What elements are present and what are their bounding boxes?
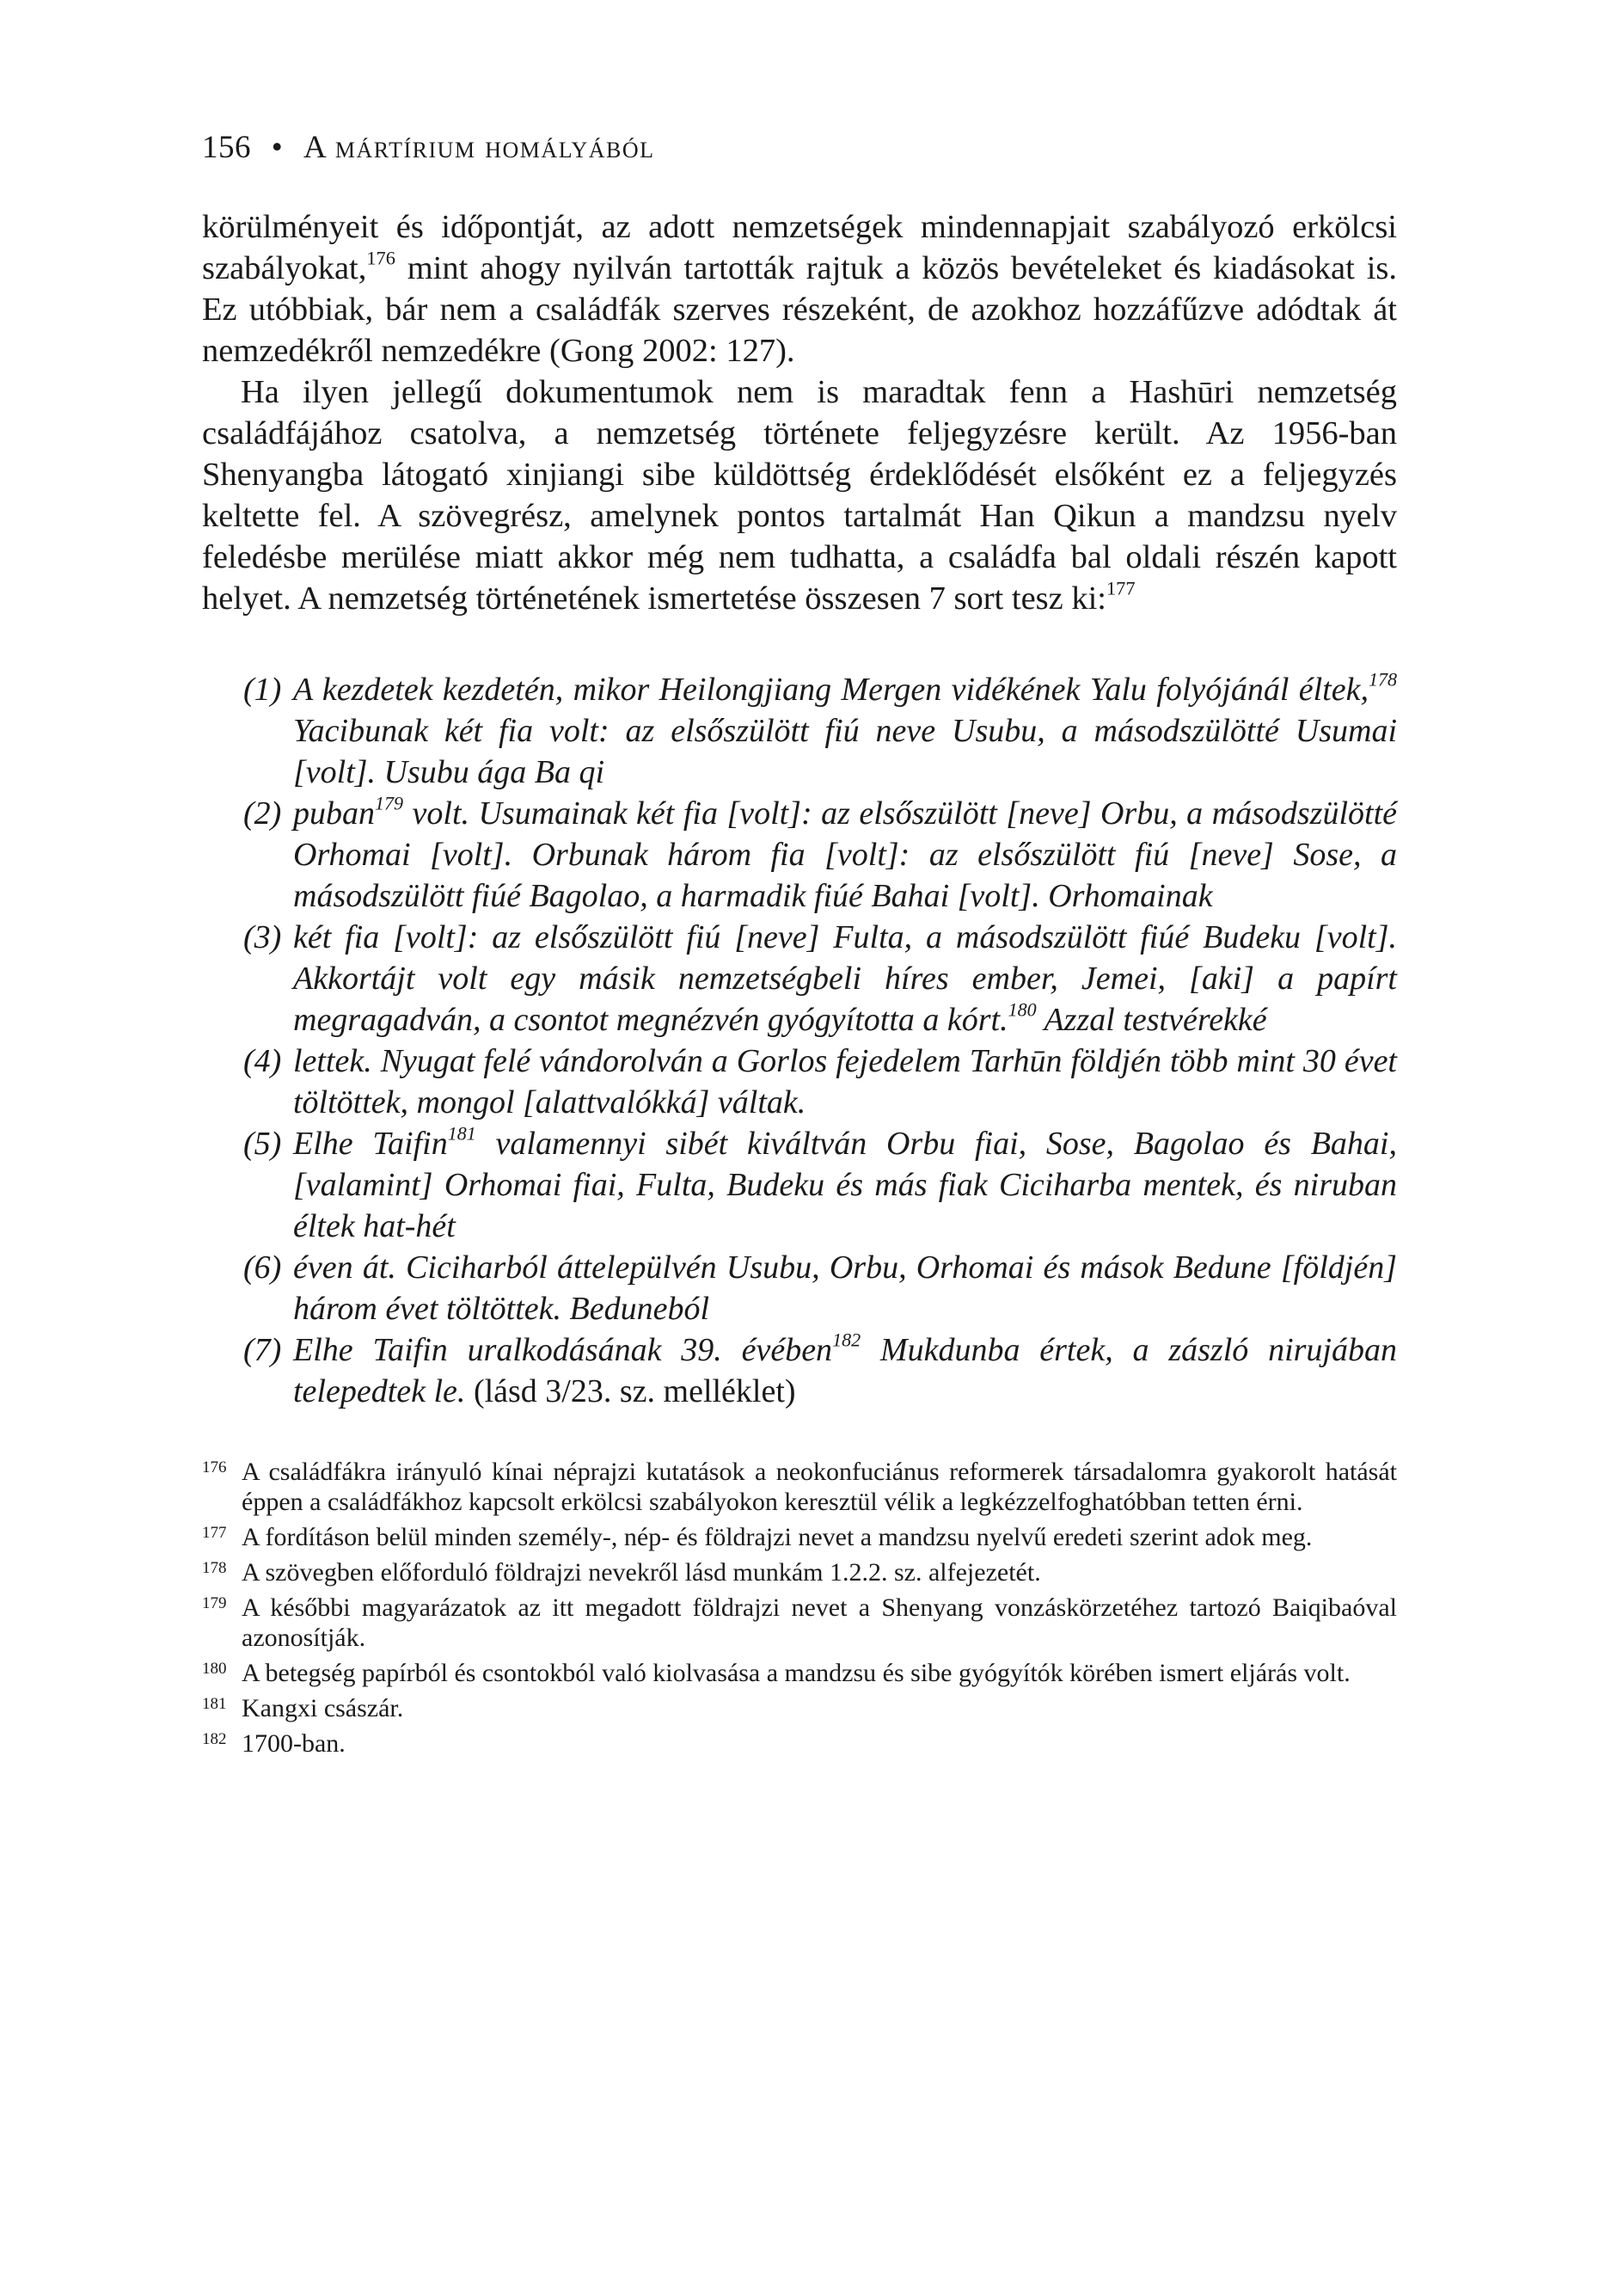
line-text-a: lettek. Nyugat felé vándorolván a Gorlos fejedelem Tarhūn földjén több mint 30 évet töltöttek, mongol [alattvalókká] váltak. [293,1043,1397,1121]
line-text [293,1329,1397,1412]
footnote [202,1457,1397,1517]
footnote-text: A szövegben előforduló földrajzi nevekről lásd munkám 1.2.2. sz. alfejezetét. [242,1558,1041,1587]
line-text [293,669,1397,793]
footnote-number: 177 [202,1524,227,1543]
paragraph-1-text-b: mint ahogy nyilván tartották rajtuk a közös bevételeket és kiadásokat is. Ez utóbbiak, bár nem a családfák szerves részeként, de azokhoz hozzáfűzve adódtak át nemzedékről nemzedékre (Gong 2002: 127). [202,250,1397,370]
line-text-b: Mukdunba értek, a zászló nirujában telepedtek le. [293,1332,1397,1410]
translation-line [243,793,1397,917]
line-text-b: volt. Usumainak két fia [volt]: az elsőszülött [neve] Orbu, a másodszülötté Orhomai [volt]. Orbunak három fia [volt]: az elsőszülött fiú [neve] Sose, a másodszülött fiúé Bagolao, a harmadik fiúé Bahai [volt]. Orhomainak [293,795,1397,915]
footnote-number: 181 [202,1695,227,1714]
running-head-title: A mártírium homályából [303,130,655,165]
footnote-text: 1700-ban. [242,1729,346,1759]
line-number: (6) [243,1249,282,1286]
line-text-b: Azzal testvérekké [1036,1002,1267,1039]
footnote-ref-179[interactable]: 179 [375,792,404,814]
line-text-b: Yacibunak két fia volt: az elsőszülött fiú neve Usubu, a másodszülötté Usumai [volt]. Usubu ága Ba qi [293,713,1397,791]
footnote-text: A családfákra irányuló kínai néprajzi kutatások a neokonfuciánus reformerek társadalomra gyakorolt hatását éppen a családfákhoz kapcsolt erkölcsi szabályokon keresztül vélik a legkézzelfoghatóbban tetten érni. [242,1458,1397,1517]
line-text-a: A kezdetek kezdetén, mikor Heilongjiang Mergen vidékének Yalu folyójánál éltek, [293,672,1369,709]
paragraph-2-text: Ha ilyen jellegű dokumentumok nem is maradtak fenn a Hashūri nemzetség családfájához csatolva, a nemzetség története feljegyzésre került. Az 1956-ban Shenyangba látogató xinjiangi sibe küldöttség érdeklődését elsőként ez a feljegyzés keltette fel. A szövegrész, amelynek pontos tartalmát Han Qikun a mandzsu nyelv feledésbe merülése miatt akkor még nem tudhatta, a családfa bal oldali részén kapott helyet. A nemzetség történetének ismertetése összesen 7 sort tesz ki: [202,374,1397,617]
line-text-a: Elhe Taifin [293,1126,448,1163]
line-text-a: két fia [volt]: az elsőszülött fiú [neve] Fulta, a másodszülött fiúé Budeku [volt]. Akkortájt volt egy másik nemzetségbeli híres ember, Jemei, [aki] a papírt megragadván, a csontot megnézvén gyógyította a kórt. [293,919,1397,1039]
footnote-text: A fordításon belül minden személy-, nép- és földrajzi nevet a mandzsu nyelvű eredeti szerint adok meg. [242,1523,1313,1552]
footnote-text: A betegség papírból és csontokból való kiolvasása a mandzsu és sibe gyógyítók körében ismert eljárás volt. [242,1659,1351,1688]
footnote-ref-182[interactable]: 182 [832,1329,861,1351]
footnote-ref-181[interactable]: 181 [447,1122,476,1145]
footnote-ref-176[interactable]: 176 [366,247,395,269]
paragraph-1 [202,206,1397,371]
footnote-text: Kangxi császár. [242,1694,404,1723]
line-text-b: valamennyi sibét kiváltván Orbu fiai, Sose, Bagolao és Bahai, [valamint] Orhomai fiai, Fulta, Budeku és más fiak Ciciharba mentek, és niruban éltek hat-hét [293,1126,1397,1245]
footnote [202,1593,1397,1653]
translation-line [243,1123,1397,1247]
footnote [202,1658,1397,1688]
line-number: (7) [243,1332,282,1369]
line-text [293,1123,1397,1247]
line-text [293,1041,1397,1123]
footnotes [202,1457,1397,1759]
footnote-number: 179 [202,1594,227,1613]
line-text-a: éven át. Ciciharból áttelepülvén Usubu, Orbu, Orhomai és mások Bedune [földjén] három évet töltöttek. Beduneból [293,1249,1397,1328]
running-head-separator: • [271,130,284,165]
line-text [293,793,1397,917]
line-text-a: puban [293,795,375,832]
running-head [202,129,1397,167]
footnote-text: A későbbi magyarázatok az itt megadott földrajzi nevet a Shenyang vonzáskörzetéhez tartozó Baiqibaóval azonosítják. [242,1593,1397,1653]
translation-block [202,669,1397,1412]
translation-line [243,1247,1397,1329]
body-text [202,206,1397,619]
line-text-a: Elhe Taifin uralkodásának 39. évében [293,1332,833,1369]
line-number: (1) [243,672,282,709]
line-number: (3) [243,919,282,956]
footnote-number: 182 [202,1730,227,1749]
line-number: (5) [243,1126,282,1163]
translation-line [243,1329,1397,1412]
footnote [202,1693,1397,1723]
footnote-ref-180[interactable]: 180 [1008,998,1037,1021]
appendix-reference: (lásd 3/23. sz. melléklet) [465,1373,796,1410]
book-page [202,129,1397,1764]
page-number: 156 [202,130,251,165]
footnote [202,1522,1397,1552]
footnote-ref-178[interactable]: 178 [1368,668,1397,691]
footnote-ref-177[interactable]: 177 [1106,577,1136,599]
translation-line [243,1041,1397,1123]
translation-line [243,669,1397,793]
translation-line [243,917,1397,1041]
paragraph-2 [202,371,1397,619]
line-text [293,1247,1397,1329]
footnote-number: 180 [202,1660,227,1679]
footnote-number: 176 [202,1458,227,1477]
line-text [293,917,1397,1041]
footnote [202,1728,1397,1759]
footnote [202,1557,1397,1587]
footnote-number: 178 [202,1559,227,1578]
paragraph-1-text-a: körülményeit és időpontját, az adott nemzetségek mindennapjait szabályozó erkölcsi szabályokat, [202,209,1397,287]
line-number: (2) [243,795,282,832]
line-number: (4) [243,1043,282,1080]
